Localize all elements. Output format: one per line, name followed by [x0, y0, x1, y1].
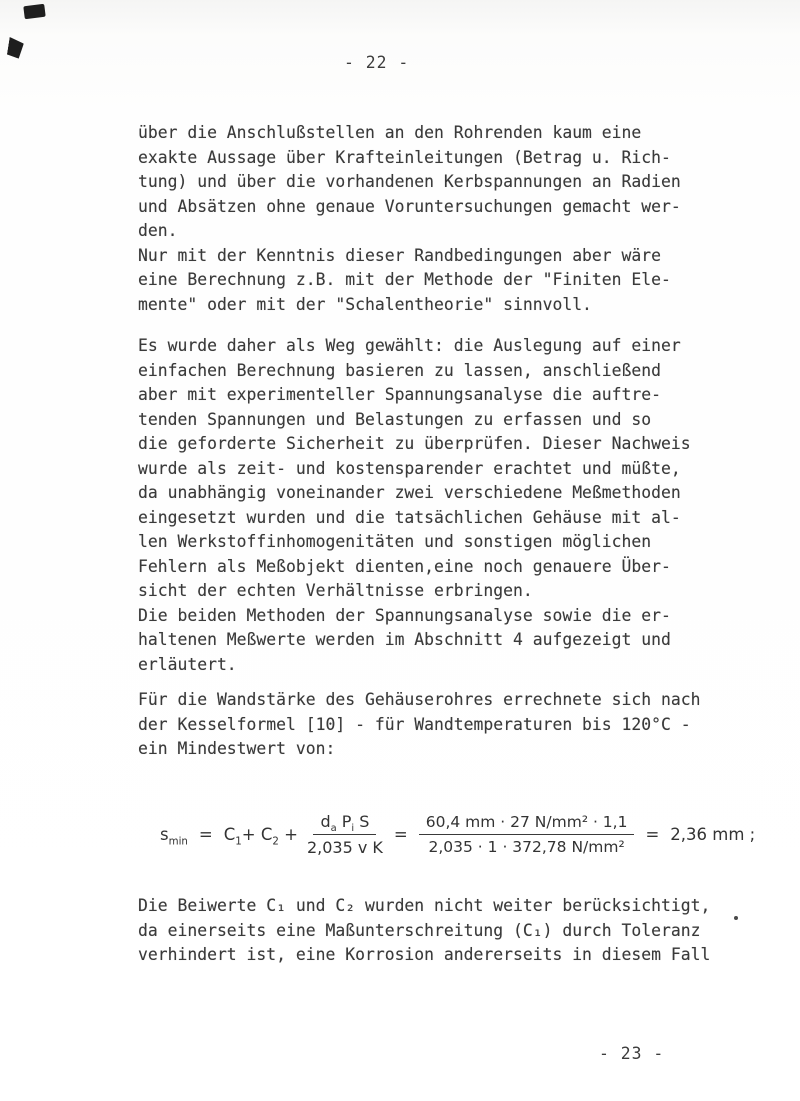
- equals-sign: =: [645, 824, 660, 844]
- fraction-numerator: $d_a$ $P_i$ S: [313, 812, 376, 835]
- page-number-header: - 22 -: [344, 53, 410, 72]
- paragraph-beiwerte: [138, 894, 738, 968]
- formula-smin: [160, 797, 756, 871]
- photocopy-artifact-mark: [23, 4, 45, 19]
- text-line: da einerseits eine Maßunterschreitung (C₁) durch Toleranz: [138, 920, 701, 940]
- text-line: Die Beiwerte C₁ und C₂ wurden nicht weiter berücksichtigt,: [138, 896, 711, 915]
- text-line: tung) und über die vorhandenen Kerbspannungen an Radien: [138, 172, 681, 191]
- text-line: Es wurde daher als Weg gewählt: die Auslegung auf einer: [138, 336, 681, 355]
- text-line: der Kesselformel [10] - für Wandtemperaturen bis 120°C -: [138, 714, 691, 734]
- paragraph-anschlussstellen: [138, 121, 738, 317]
- text-line: die geforderte Sicherheit zu überprüfen. Dieser Nachweis: [138, 434, 691, 453]
- text-line: Nur mit der Kenntnis dieser Randbedingungen aber wäre: [138, 245, 662, 265]
- fraction-numerator: 60,4 mm · 27 N/mm² · 1,1: [419, 813, 635, 835]
- ink-dot-artifact: [734, 916, 738, 920]
- text-line: da unabhängig voneinander zwei verschiedene Meßmethoden: [138, 483, 681, 502]
- text-line: exakte Aussage über Krafteinleitungen (Betrag u. Rich-: [138, 147, 671, 167]
- formula-constants: $C_1+ C_2$ +: [223, 824, 298, 847]
- text-line: len Werkstoffinhomogenitäten und sonstigen möglichen: [138, 532, 652, 551]
- equals-sign: =: [198, 824, 213, 844]
- text-line: erläutert.: [138, 654, 237, 674]
- text-line: Fehlern als Meßobjekt dienten,eine noch genauere Über-: [138, 556, 671, 576]
- formula-lhs: $s_{min}$: [160, 824, 188, 847]
- fraction-denominator: 2,035 v K: [306, 837, 383, 857]
- text-line: tenden Spannungen und Belastungen zu erfassen und so: [138, 409, 652, 429]
- text-line: wurde als zeit- und kostensparender erachtet und müßte,: [138, 458, 681, 478]
- text-line: Für die Wandstärke des Gehäuserohres errechnete sich nach: [138, 690, 701, 709]
- text-line: mente" oder mit der "Schalentheorie" sinnvoll.: [138, 294, 592, 314]
- text-line: und Absätzen ohne genaue Voruntersuchungen gemacht wer-: [138, 196, 681, 216]
- page-number-footer: - 23 -: [599, 1044, 665, 1063]
- formula-fraction-symbolic: [307, 812, 383, 857]
- formula-fraction-numeric: [419, 813, 635, 856]
- text-line: sicht der echten Verhältnisse erbringen.: [138, 581, 533, 600]
- equals-sign: =: [393, 824, 408, 844]
- fraction-denominator: 2,035 · 1 · 372,78 N/mm²: [428, 837, 625, 856]
- text-line: ein Mindestwert von:: [138, 739, 336, 758]
- paragraph-spannungsanalyse: [138, 334, 738, 677]
- text-line: den.: [138, 221, 178, 240]
- text-line: eingesetzt wurden und die tatsächlichen Gehäuse mit al-: [138, 507, 681, 527]
- text-line: eine Berechnung z.B. mit der Methode der "Finiten Ele-: [138, 270, 671, 289]
- text-line: Die beiden Methoden der Spannungsanalyse sowie die er-: [138, 605, 671, 625]
- text-line: aber mit experimenteller Spannungsanalyse die auftre-: [138, 385, 662, 404]
- paragraph-wandstaerke-intro: [138, 688, 738, 762]
- text-line: über die Anschlußstellen an den Rohrenden kaum eine: [138, 123, 642, 142]
- text-line: haltenen Meßwerte werden im Abschnitt 4 aufgezeigt und: [138, 630, 671, 649]
- text-line: verhindert ist, eine Korrosion andererseits in diesem Fall: [138, 945, 711, 964]
- text-line: einfachen Berechnung basieren zu lassen, anschließend: [138, 360, 662, 380]
- formula-result: 2,36 mm ;: [670, 824, 756, 844]
- photocopy-artifact-mark: [7, 37, 25, 59]
